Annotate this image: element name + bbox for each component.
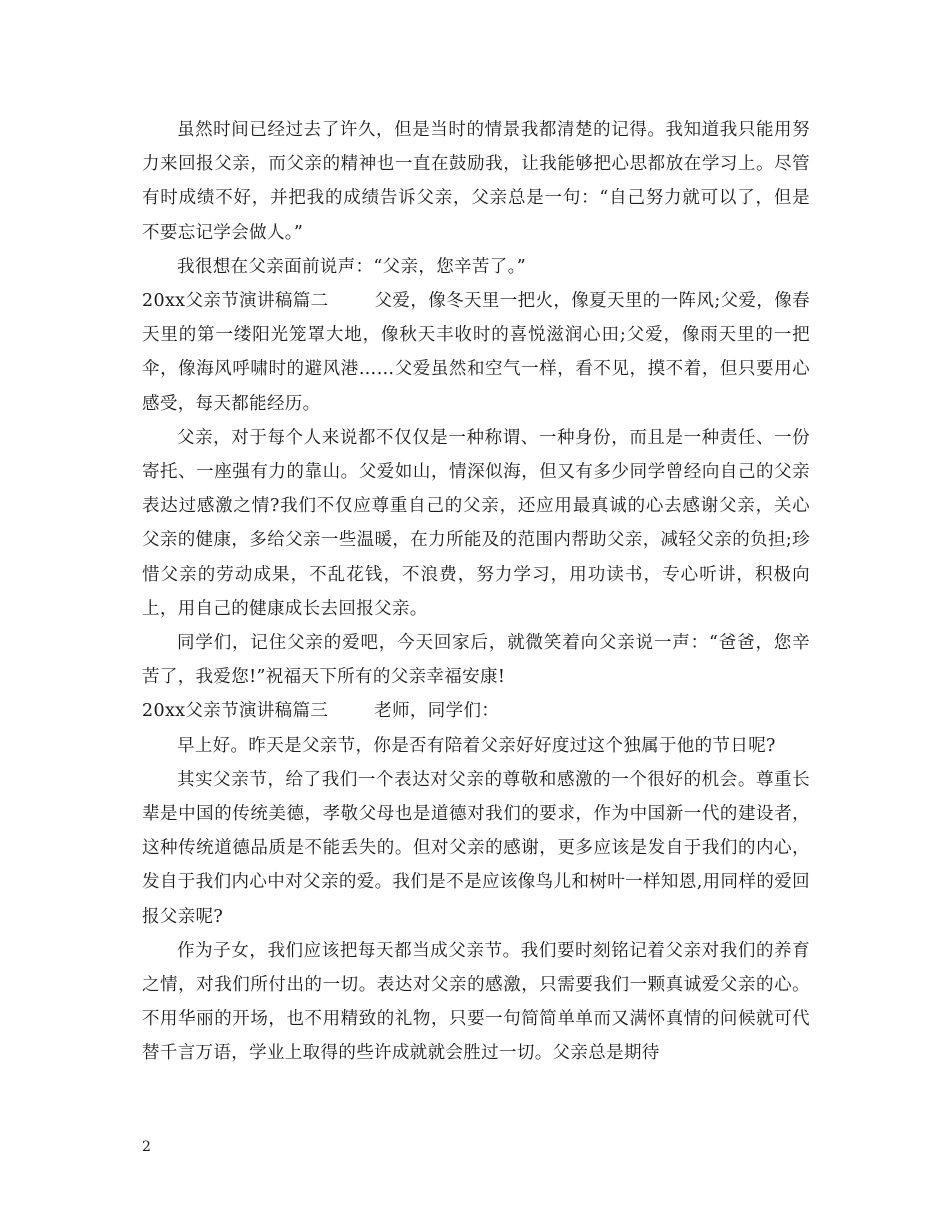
page-number: 2 bbox=[142, 1139, 151, 1155]
section-text: 父爱，像冬天里一把火，像夏天里的一阵风;父爱，像春天里的第一缕阳光笼罩大地，像秋天丰收时的喜悦滋润心田;父爱，像雨天里的一把伞，像海风呼啸时的避风港……父爱虽然和空气一样，看不见，摸不着，但只要用心感受，每天都能经历。 bbox=[142, 291, 810, 414]
section-text: 老师，同学们： bbox=[374, 701, 500, 722]
section-heading-paragraph bbox=[142, 694, 810, 728]
document-body bbox=[142, 113, 810, 1071]
paragraph: 同学们，记住父亲的爱吧，今天回家后，就微笑着向父亲说一声：“爸爸，您辛苦了，我爱您!”祝福天下所有的父亲幸福安康! bbox=[142, 633, 810, 688]
paragraph: 其实父亲节，给了我们一个表达对父亲的尊敬和感激的一个很好的机会。尊重长辈是中国的传统美德，孝敬父母也是道德对我们的要求，作为中国新一代的建设者，这种传统道德品质是不能丢失的。但对父亲的感谢，更多应该是发自于我们的内心，发自于我们内心中对父亲的爱。我们是不是应该像鸟儿和树叶一样知恩,用同样的爱回报父亲呢? bbox=[142, 769, 810, 927]
section-title: 20xx父亲节演讲稿篇三 bbox=[142, 701, 329, 722]
section-heading-paragraph bbox=[142, 284, 810, 421]
paragraph: 我很想在父亲面前说声：“父亲，您辛苦了。” bbox=[177, 256, 526, 277]
paragraph: 作为子女，我们应该把每天都当成父亲节。我们要时刻铭记着父亲对我们的养育之情，对我们所付出的一切。表达对父亲的感激，只需要我们一颗真诚爱父亲的心。不用华丽的开场，也不用精致的礼物，只要一句简简单单而又满怀真情的问候就可代替千言万语，学业上取得的些许成就就会胜过一切。父亲总是期待 bbox=[142, 940, 810, 1064]
paragraph: 早上好。昨天是父亲节，你是否有陪着父亲好好度过这个独属于他的节日呢? bbox=[177, 735, 776, 756]
section-title: 20xx父亲节演讲稿篇二 bbox=[142, 291, 329, 312]
paragraph: 父亲，对于每个人来说都不仅仅是一种称谓、一种身份，而且是一种责任、一份寄托、一座强有力的靠山。父爱如山，情深似海，但又有多少同学曾经向自己的父亲表达过感激之情?我们不仅应尊重自己的父亲，还应用最真诚的心去感谢父亲，关心父亲的健康，多给父亲一些温暖，在力所能及的范围内帮助父亲，减轻父亲的负担;珍惜父亲的劳动成果，不乱花钱，不浪费，努力学习，用功读书，专心听讲，积极向上，用自己的健康成长去回报父亲。 bbox=[142, 427, 810, 619]
paragraph: 虽然时间已经过去了许久，但是当时的情景我都清楚的记得。我知道我只能用努力来回报父亲，而父亲的精神也一直在鼓励我，让我能够把心思都放在学习上。尽管有时成绩不好，并把我的成绩告诉父亲，父亲总是一句：“自己努力就可以了，但是不要忘记学会做人。” bbox=[142, 120, 810, 243]
